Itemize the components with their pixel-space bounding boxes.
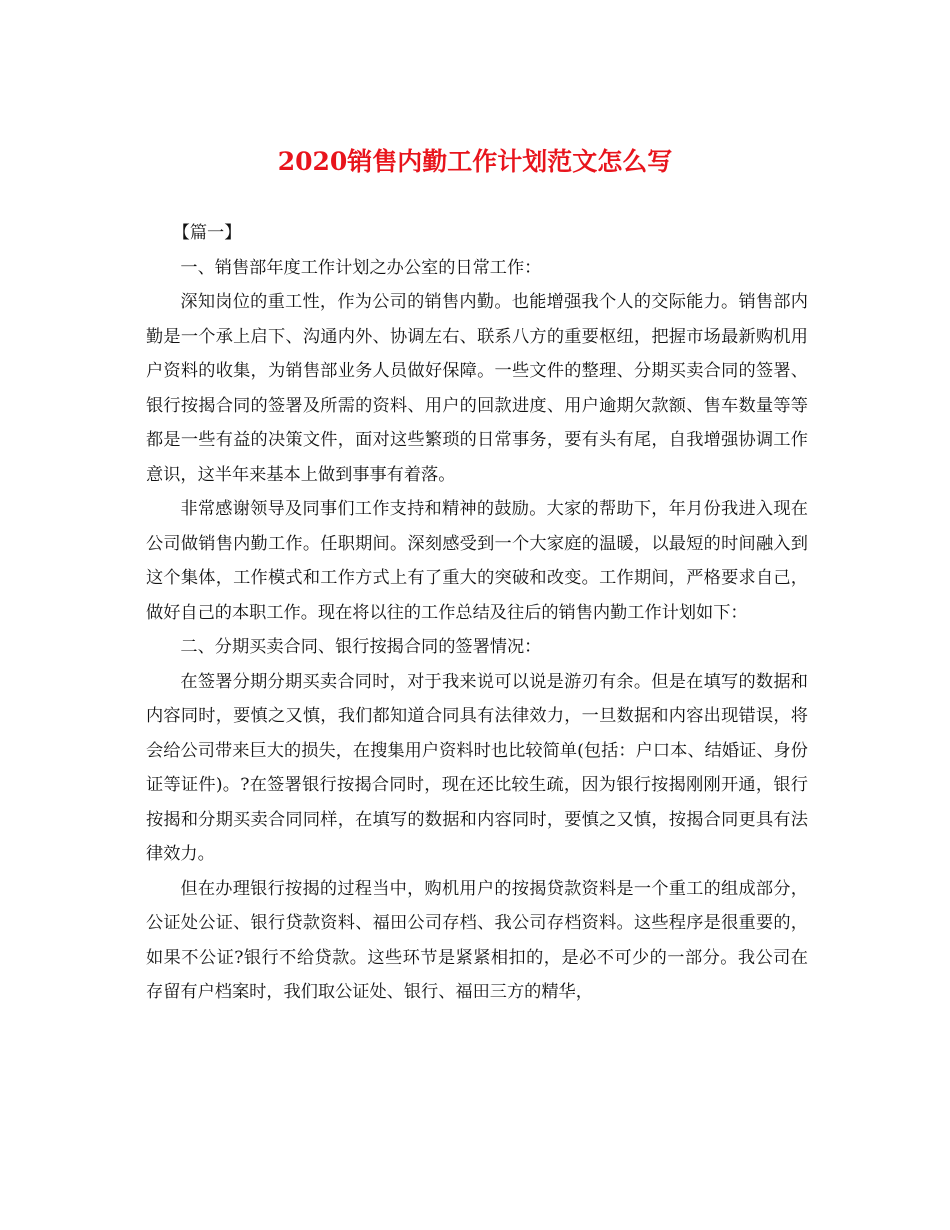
section-heading-daily-work: 一、销售部年度工作计划之办公室的日常工作： bbox=[180, 257, 542, 278]
section-heading-contracts: 二、分期买卖合同、银行按揭合同的签署情况： bbox=[180, 637, 542, 657]
paragraph-thanks: 非常感谢领导及同事们工作支持和精神的鼓励。大家的帮助下，年月份我进入现在公司做销售内勤工作。任职期间。深刻感受到一个大家庭的温暖，以最短的时间融入到这个集体，工作模式和工作方式上有了重大的突破和改变。工作期间，严格要求自己，做好自己的本职工作。现在将以往的工作总结及往后的销售内勤工作计划如下： bbox=[146, 499, 808, 623]
paragraph-mortgage-process: 但在办理银行按揭的过程当中，购机用户的按揭贷款资料是一个重工的组成部分，公证处公证、银行贷款资料、福田公司存档、我公司存档资料。这些程序是很重要的，如果不公证?银行不给贷款。这些环节是紧紧相扣的，是必不可少的一部分。我公司在存留有户档案时，我们取公证处、银行、福田三方的精华， bbox=[146, 878, 808, 1002]
document-body bbox=[146, 216, 808, 1010]
paragraph-contract-signing: 在签署分期分期买卖合同时，对于我来说可以说是游刃有余。但是在填写的数据和内容同时，要慎之又慎，我们都知道合同具有法律效力，一旦数据和内容出现错误，将会给公司带来巨大的损失，在搜集用户资料时也比较简单(包括：户口本、结婚证、身份证等证件)。?在签署银行按揭合同时，现在还比较生疏，因为银行按揭刚刚开通，银行按揭和分期买卖合同同样，在填写的数据和内容同时，要慎之又慎，按揭合同更具有法律效力。 bbox=[146, 671, 808, 864]
document-title: 2020销售内勤工作计划范文怎么写 bbox=[277, 147, 673, 176]
section-heading-part-one: 【篇一】 bbox=[172, 223, 242, 243]
paragraph-job-importance: 深知岗位的重工性，作为公司的销售内勤。也能增强我个人的交际能力。销售部内勤是一个承上启下、沟通内外、协调左右、联系八方的重要枢纽，把握市场最新购机用户资料的收集，为销售部业务人员做好保障。一些文件的整理、分期买卖合同的签署、银行按揭合同的签署及所需的资料、用户的回款进度、用户逾期欠款额、售车数量等等都是一些有益的决策文件，面对这些繁琐的日常事务，要有头有尾，自我增强协调工作意识，这半年来基本上做到事事有着落。 bbox=[146, 292, 808, 485]
